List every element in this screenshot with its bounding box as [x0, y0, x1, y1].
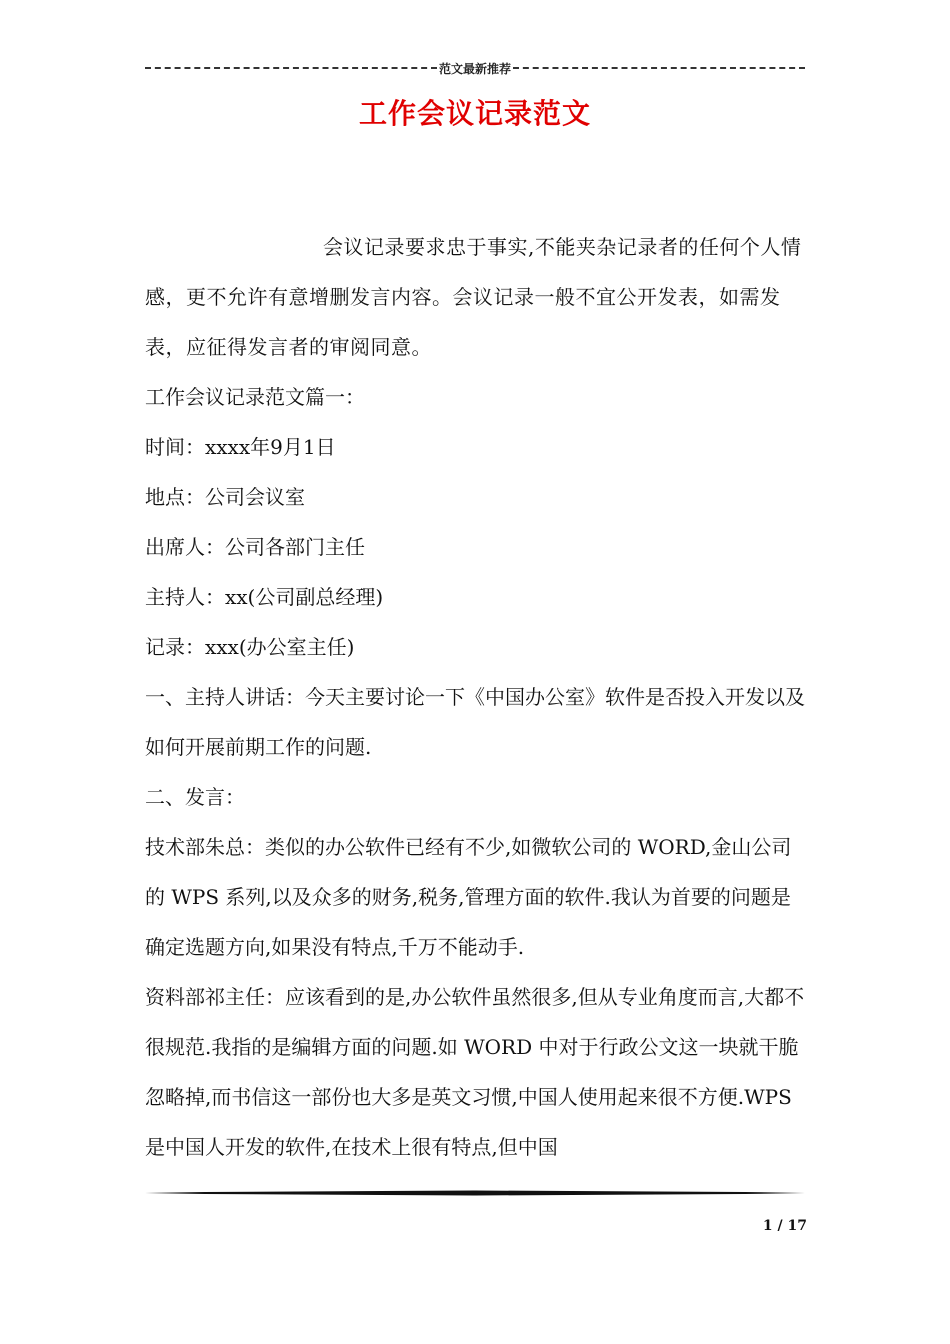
header-label: 范文最新推荐 [439, 61, 512, 76]
meeting-host: 主持人：xx(公司副总经理) [145, 585, 384, 609]
footer-rule [145, 1190, 805, 1196]
section-heading: 工作会议记录范文篇一： [145, 385, 365, 409]
header-dashes-right [513, 67, 805, 69]
page-header [145, 58, 805, 78]
speeches-heading: 二、发言： [145, 785, 245, 809]
page-number: 1 / 17 [762, 1218, 807, 1234]
document-title: 工作会议记录范文 [358, 97, 591, 130]
meeting-recorder: 记录：xxx(办公室主任) [145, 635, 355, 659]
meeting-attendees: 出席人：公司各部门主任 [145, 535, 365, 559]
host-speech: 一、主持人讲话：今天主要讨论一下《中国办公室》软件是否投入开发以及如何开展前期工作的问题. [145, 685, 805, 759]
document-body [145, 222, 810, 1172]
meeting-time: 时间：xxxx年9月1日 [145, 435, 336, 459]
header-dashes-left [145, 67, 437, 69]
intro-paragraph: 会议记录要求忠于事实,不能夹杂记录者的任何个人情感，更不允许有意增删发言内容。会议记录一般不宜公开发表，如需发表，应征得发言者的审阅同意。 [145, 235, 802, 359]
meeting-location: 地点：公司会议室 [145, 485, 305, 509]
speech-data-dept: 资料部祁主任：应该看到的是,办公软件虽然很多,但从专业角度而言,大都不很规范.我指的是编辑方面的问题.如 WORD 中对于行政公文这一块就干脆忽略掉,而书信这一部份也大多是英文习惯,中国人使用起来很不方便.WPS 是中国人开发的软件,在技术上很有特点,但中国 [145, 985, 805, 1159]
speech-tech-dept: 技术部朱总：类似的办公软件已经有不少,如微软公司的 WORD,金山公司的 WPS 系列,以及众多的财务,税务,管理方面的软件.我认为首要的问题是确定选题方向,如果没有特点,千万不能动手. [145, 835, 792, 959]
